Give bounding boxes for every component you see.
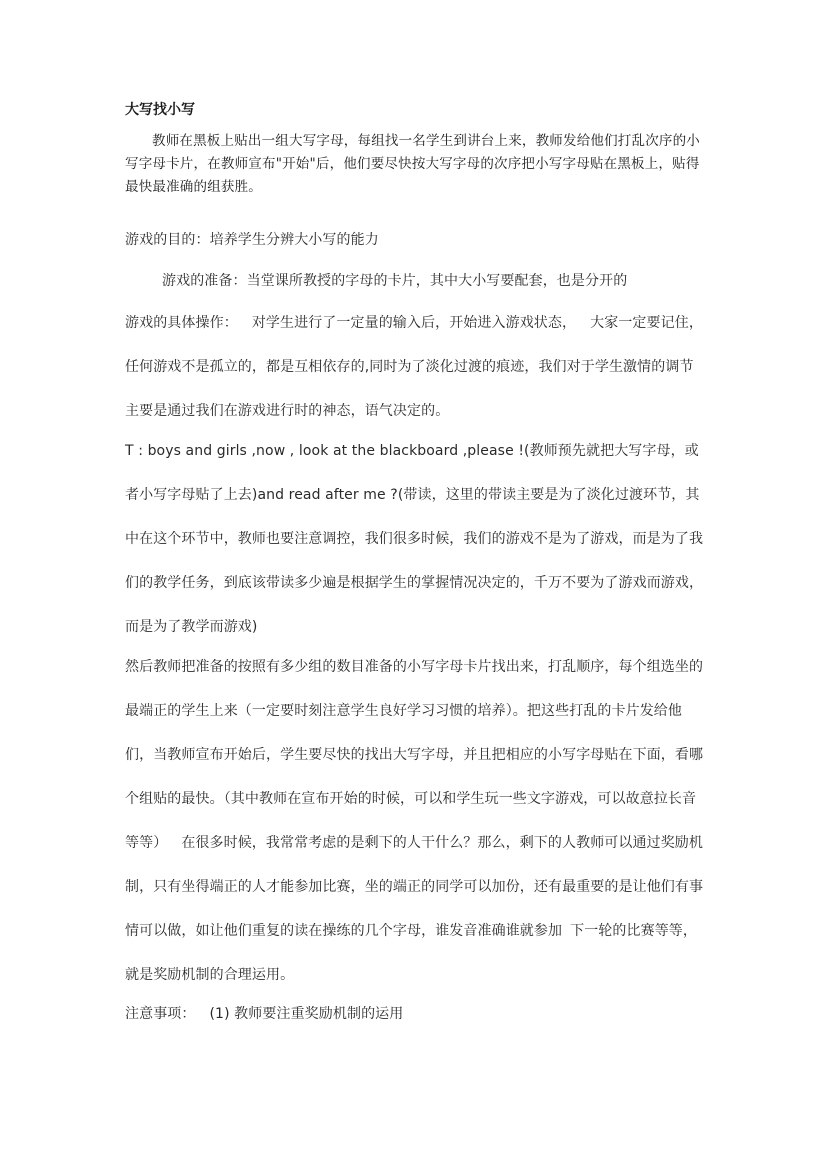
operation-label: 游戏的具体操作： xyxy=(125,315,238,331)
procedure-text-continued: 在很多时候，我常常考虑的是剩下的人干什么？那么，剩下的人教师可以通过奖励机制，只有坐得端正的人才能参加比赛，坐的端正的同学可以加份，还有最重要的是让他们有事情可以做，如让他们重复的读在操练的几个字母，谁发音准确谁就参加 xyxy=(125,835,704,939)
operation-text: 对学生进行了一定量的输入后，开始进入游戏状态， xyxy=(251,315,577,331)
procedure-text-end: 下一轮的比赛等等，就是奖励机制的合理运用。 xyxy=(125,923,698,983)
document-content xyxy=(125,100,705,1022)
document-title: 大写找小写 xyxy=(125,102,195,118)
intro-paragraph: 教师在黑板上贴出一组大写字母，每组找一名学生到讲台上来，教师发给他们打乱次序的小写字母卡片，在教师宣布"开始"后，他们要尽快按大写字母的次序把小写字母贴在黑板上，贴得最快最准确的组获胜。 xyxy=(125,133,700,195)
note-line xyxy=(125,1003,705,1025)
note-label: 注意事项： xyxy=(125,1006,196,1022)
procedure-paragraph xyxy=(125,645,705,997)
preparation-line: 游戏的准备：当堂课所教授的字母的卡片，其中大小写要配套，也是分开的 xyxy=(162,273,628,289)
operation-text-continued: 大家一定要记住，任何游戏不是孤立的，都是互相依存的,同时为了淡化过渡的痕迹，我们对于学生激情的调节主要是通过我们在游戏进行时的神态，语气决定的。 xyxy=(125,315,703,419)
purpose-line: 游戏的目的：培养学生分辨大小写的能力 xyxy=(125,232,379,248)
teacher-dialogue-paragraph: T : boys and girls ,now , look at the blackboard ,please !(教师预先就把大写字母，或者小写字母贴了上去)and read after me ?(带读，这里的带读主要是为了淡化过渡环节，其中在这个环节中，教师也要注意调控，我们很多时候，我们的游戏不是为了游戏，而是为了我们的教学任务，到底该带读多少遍是根据学生的掌握情况决定的，千万不要为了游戏而游戏，而是为了教学而游戏) xyxy=(125,443,704,635)
procedure-text: 然后教师把准备的按照有多少组的数目准备的小写字母卡片找出来，打乱顺序，每个组选坐的最端正的学生上来（一定要时刻注意学生良好学习习惯的培养）。把这些打乱的卡片发给他们，当教师宣布开始后，学生要尽快的找出大写字母，并且把相应的小写字母贴在下面，看哪个组贴的最快。（其中教师在宣布开始的时候，可以和学生玩一些文字游戏，可以故意拉长音等等） xyxy=(125,659,704,851)
note-text: (1) 教师要注重奖励机制的运用 xyxy=(209,1006,404,1022)
operation-paragraph xyxy=(125,301,705,433)
